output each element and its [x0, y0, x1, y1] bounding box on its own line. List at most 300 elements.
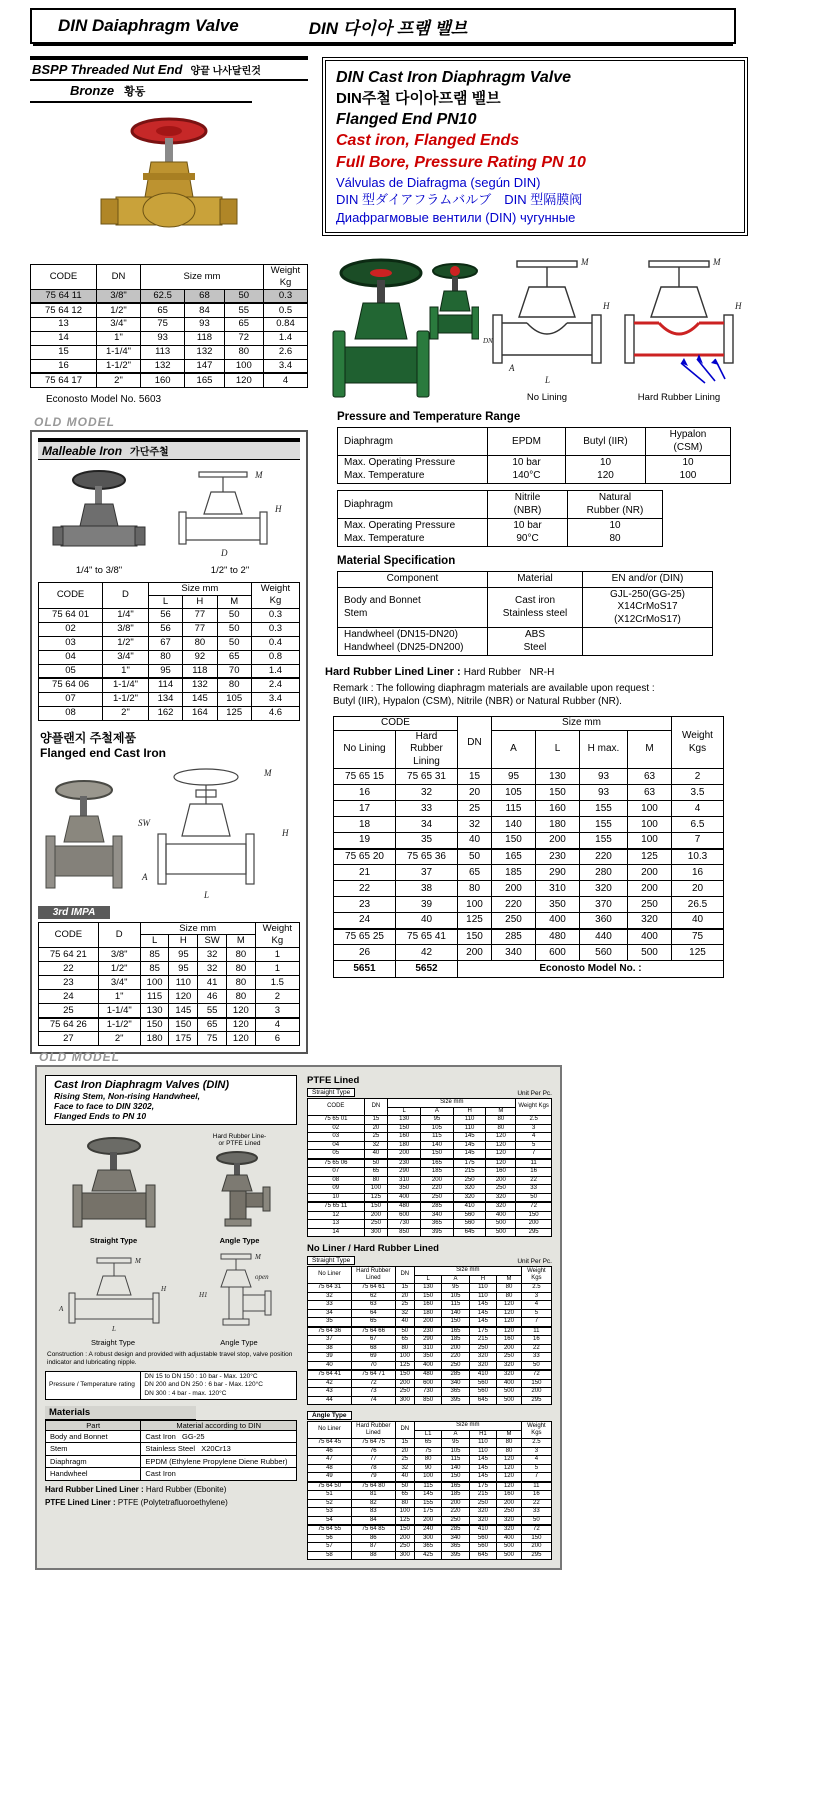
- table-cell: 80: [486, 1124, 516, 1133]
- table-cell: 150: [536, 785, 580, 801]
- table-cell: 120: [169, 990, 198, 1004]
- liner-note-line-1: Hard Rubber Line-: [212, 1133, 267, 1140]
- old-model-label: OLD MODEL: [39, 1050, 120, 1064]
- table-cell: 1.4: [251, 664, 299, 678]
- table-cell: 80: [497, 1292, 522, 1301]
- table-cell: 11: [516, 1159, 552, 1168]
- table-cell: Diaphragm: [46, 1455, 141, 1467]
- table-cell: 1": [97, 331, 141, 345]
- table-cell: 62.5: [141, 289, 185, 303]
- table-row: [308, 1379, 552, 1388]
- straight-valve-photo-col: [66, 1131, 162, 1245]
- table-cell: 33: [521, 1508, 551, 1517]
- table-cell: 77: [183, 622, 217, 636]
- col-no-lining: No Lining: [334, 730, 396, 769]
- table-cell: 285: [442, 1370, 469, 1379]
- malleable-table-head: [39, 582, 300, 608]
- table-cell: 38: [396, 881, 458, 897]
- col-dn: DN: [458, 717, 492, 769]
- table-cell: 25: [458, 801, 492, 817]
- table-row: [308, 1309, 552, 1318]
- straight-type-tag: Straight Type: [307, 1088, 355, 1097]
- table-cell: 100: [414, 1473, 441, 1482]
- table-cell: 72: [521, 1525, 551, 1534]
- table-cell: 165: [442, 1482, 469, 1491]
- butyl-pressure: 10: [599, 457, 612, 469]
- table-cell: 145: [469, 1473, 496, 1482]
- table-cell: 645: [469, 1551, 496, 1560]
- table-cell: 145: [414, 1491, 441, 1500]
- table-cell: 3: [255, 1004, 299, 1018]
- table-cell: 07: [39, 692, 103, 706]
- din-valve-photo: [323, 245, 479, 403]
- table-cell: 2.6: [264, 345, 308, 359]
- table-cell: 295: [521, 1396, 551, 1405]
- table-cell: 24: [39, 990, 99, 1004]
- malleable-photo-col: [49, 464, 149, 576]
- table-cell: 250: [469, 1499, 496, 1508]
- table-cell: 58: [308, 1551, 352, 1560]
- table-cell: 350: [414, 1353, 441, 1362]
- col-d: D: [103, 582, 149, 608]
- table-cell: 2": [103, 706, 149, 720]
- table-row: [31, 345, 308, 359]
- table-cell: 73: [351, 1388, 395, 1397]
- table-cell: 118: [183, 664, 217, 678]
- table-cell: 410: [453, 1202, 486, 1211]
- econosto-model-note: Econosto Model No. 5603: [46, 393, 162, 405]
- table-cell: 175: [169, 1032, 198, 1046]
- table-cell: 55: [224, 303, 263, 317]
- table-cell: 340: [442, 1534, 469, 1543]
- table-cell: 110: [469, 1447, 496, 1456]
- table-cell: 215: [453, 1168, 486, 1177]
- table-cell: 42: [396, 945, 458, 961]
- table-cell: 165: [442, 1327, 469, 1336]
- pressure-rating-line-1: DN 15 to DN 150 : 10 bar - Max. 120°C: [144, 1373, 258, 1381]
- table-cell: 75 64 17: [31, 373, 97, 387]
- table-cell: 130: [388, 1116, 421, 1125]
- table-cell: 40: [458, 833, 492, 849]
- butyl-values: [566, 456, 646, 484]
- table-cell: 51: [308, 1491, 352, 1500]
- table-cell: 65: [351, 1318, 395, 1327]
- hard-rubber-liner-line: [325, 666, 747, 678]
- table-cell: 23: [334, 897, 396, 913]
- table-cell: 120: [497, 1301, 522, 1310]
- table-cell: 25: [395, 1301, 414, 1310]
- table-cell: 16: [516, 1168, 552, 1177]
- table-cell: 155: [580, 817, 628, 833]
- table-row: [39, 692, 300, 706]
- table-cell: 400: [628, 929, 672, 945]
- angle-type-table: [307, 1421, 552, 1560]
- no-liner-hard-rubber-table: [307, 1266, 552, 1405]
- no-lining-caption: No Lining: [526, 392, 568, 404]
- table-row: [31, 373, 308, 387]
- table-cell: 110: [453, 1116, 486, 1125]
- col-d: D: [98, 922, 140, 948]
- cast-iron-sub-3: Flanged Ends to PN 10: [54, 1111, 147, 1121]
- table-cell: 2: [672, 769, 724, 785]
- table-cell: 4: [264, 373, 308, 387]
- table-cell: 40: [395, 1318, 414, 1327]
- table-cell: 75 65 20: [334, 849, 396, 865]
- table-cell: 320: [469, 1508, 496, 1517]
- table-cell: 43: [308, 1388, 352, 1397]
- table-cell: 200: [395, 1379, 414, 1388]
- table-cell: 395: [442, 1396, 469, 1405]
- table-cell: 285: [442, 1525, 469, 1534]
- col-m: M: [226, 935, 255, 948]
- col-dn: DN: [395, 1267, 414, 1284]
- table-cell: 75 65 11: [308, 1202, 365, 1211]
- pressure-rating-label: Pressure / Temperature rating: [46, 1372, 141, 1399]
- table-cell: 110: [453, 1124, 486, 1133]
- unit-per-pc: Unit Per Pc.: [517, 1258, 552, 1265]
- table-cell: 40: [396, 913, 458, 929]
- table-row: [334, 913, 724, 929]
- table-cell: 95: [442, 1439, 469, 1448]
- en-din-value-2: X14CrMoS17: [617, 601, 678, 613]
- table-cell: 110: [469, 1439, 496, 1448]
- table-cell: 147: [185, 359, 224, 373]
- table-cell: 105: [421, 1124, 454, 1133]
- table-cell: 150: [442, 1473, 469, 1482]
- col-weight: Weight Kg: [255, 922, 299, 948]
- table-cell: 400: [497, 1379, 522, 1388]
- table-cell: 560: [580, 945, 628, 961]
- table-cell: 134: [148, 692, 182, 706]
- table-cell: 82: [351, 1499, 395, 1508]
- table-cell: 75 65 41: [396, 929, 458, 945]
- table-row: [308, 1499, 552, 1508]
- table-cell: 22: [39, 962, 99, 976]
- flanged-table-head: [39, 922, 300, 948]
- dim-label-h: H: [603, 301, 610, 312]
- table-cell: 02: [39, 622, 103, 636]
- table-cell: 200: [497, 1344, 522, 1353]
- table-cell: 160: [388, 1133, 421, 1142]
- table-cell: 95: [148, 664, 182, 678]
- table-row: [31, 289, 308, 303]
- table-cell: 7: [521, 1318, 551, 1327]
- econosto-model-hard-rubber: 5652: [396, 961, 458, 978]
- table-cell: 65: [224, 317, 263, 331]
- table-cell: 75 65 01: [308, 1116, 365, 1125]
- table-row: [308, 1284, 552, 1293]
- table-cell: 75 64 36: [308, 1327, 352, 1336]
- table-cell: 16: [31, 359, 97, 373]
- col-h: H: [183, 595, 217, 608]
- max-temperature-label: Max. Temperature: [344, 469, 425, 481]
- table-cell: 25: [39, 1004, 99, 1018]
- table-cell: 50: [516, 1193, 552, 1202]
- table-cell: 120: [226, 1004, 255, 1018]
- table-cell: 18: [334, 817, 396, 833]
- old-model-section-bottom: [35, 1050, 562, 1570]
- table-cell: 33: [516, 1185, 552, 1194]
- table-cell: 200: [497, 1499, 522, 1508]
- table-cell: 90: [414, 1464, 441, 1473]
- table-cell: 125: [395, 1516, 414, 1525]
- table-cell: 95: [492, 769, 536, 785]
- table-cell: 5: [516, 1141, 552, 1150]
- remark-line-2: Butyl (IIR), Hypalon (CSM), Nitrile (NBR) or Natural Rubber (NR).: [333, 696, 622, 708]
- angle-type-table-head: [308, 1422, 552, 1439]
- col-m: M: [486, 1107, 516, 1116]
- table-cell: 165: [421, 1159, 454, 1168]
- table-cell: 4: [516, 1133, 552, 1142]
- table-cell: 100: [458, 897, 492, 913]
- dim-label-m: M: [581, 257, 589, 268]
- table-cell: 95: [442, 1284, 469, 1293]
- col-hard-rubber-lined: Hard Rubber Lined: [351, 1267, 395, 1284]
- table-row: [39, 1018, 300, 1032]
- table-cell: 200: [486, 1176, 516, 1185]
- table-cell: 250: [395, 1543, 414, 1552]
- hard-rubber-liner-value: Hard Rubber NR-H: [463, 667, 555, 679]
- bottom-right-panel: [307, 1075, 552, 1560]
- table-cell: 41: [198, 976, 227, 990]
- table-cell: 365: [421, 1220, 454, 1229]
- col-a: A: [421, 1107, 454, 1116]
- table-cell: 32: [458, 817, 492, 833]
- table-cell: 200: [521, 1543, 551, 1552]
- table-cell: 145: [469, 1456, 496, 1465]
- table-cell: 7: [521, 1473, 551, 1482]
- table-cell: 80: [486, 1116, 516, 1125]
- table-row: [334, 769, 724, 785]
- table-cell: 145: [469, 1318, 496, 1327]
- bronze-title-kr: 황동: [124, 86, 146, 98]
- table-cell: 440: [580, 929, 628, 945]
- table-row: [308, 1150, 552, 1159]
- hard-rubber-liner-title: Hard Rubber Lined Liner :: [45, 1484, 144, 1494]
- table-cell: 365: [442, 1543, 469, 1552]
- product-info-box: [325, 60, 745, 233]
- table-cell: 10: [308, 1193, 365, 1202]
- bspp-title-kr: 양끝 나사달린것: [190, 66, 261, 77]
- table-cell: 250: [486, 1185, 516, 1194]
- table-cell: 250: [497, 1508, 522, 1517]
- table-row: [308, 1525, 552, 1534]
- table-cell: 140: [442, 1464, 469, 1473]
- table-cell: 180: [140, 1032, 169, 1046]
- col-m: M: [497, 1430, 522, 1439]
- nl-subheader: [307, 1256, 552, 1265]
- table-cell: 220: [492, 897, 536, 913]
- col-m: M: [217, 595, 251, 608]
- dim-label-h: H: [282, 827, 289, 838]
- table-cell: 250: [492, 913, 536, 929]
- col-a: A: [492, 730, 536, 769]
- table-cell: 88: [351, 1551, 395, 1560]
- table-row: [308, 1439, 552, 1448]
- table-cell: 75 64 71: [351, 1370, 395, 1379]
- table-cell: 81: [351, 1491, 395, 1500]
- product-title-es: Válvulas de Diafragma (según DIN): [336, 174, 541, 190]
- table-cell: 115: [414, 1482, 441, 1491]
- table-cell: 600: [414, 1379, 441, 1388]
- table-cell: 410: [469, 1370, 496, 1379]
- table-row: [334, 897, 724, 913]
- ptfe-liner-line: [45, 1498, 297, 1507]
- table-cell: 320: [628, 913, 672, 929]
- col-code: CODE: [334, 717, 458, 731]
- table-cell: 185: [442, 1491, 469, 1500]
- table-row: [39, 608, 300, 622]
- table-cell: 1/2": [103, 636, 149, 650]
- table-cell: 1-1/4": [98, 1004, 140, 1018]
- table-cell: 35: [308, 1318, 352, 1327]
- table-cell: 1": [98, 990, 140, 1004]
- diaphragm-label: Diaphragm: [338, 428, 488, 456]
- table-cell: 185: [442, 1336, 469, 1345]
- table-cell: 145: [169, 1004, 198, 1018]
- table-cell: 0.84: [264, 317, 308, 331]
- old-model-box: [30, 430, 308, 1055]
- col-code: CODE: [308, 1099, 365, 1116]
- table-cell: 84: [351, 1516, 395, 1525]
- table-cell: 320: [453, 1185, 486, 1194]
- table-cell: 3/8": [98, 948, 140, 962]
- table-row: [39, 962, 300, 976]
- table-cell: 15: [395, 1439, 414, 1448]
- table-cell: 150: [521, 1379, 551, 1388]
- table-cell: 1-1/2": [97, 359, 141, 373]
- col-h1: H1: [469, 1430, 496, 1439]
- hypalon-pressure: 10: [682, 457, 694, 469]
- table-cell: 75 65 15: [334, 769, 396, 785]
- table-cell: 08: [39, 706, 103, 720]
- table-row: [308, 1516, 552, 1525]
- cast-iron-sub-2: Face to face to DIN 3202,: [54, 1101, 155, 1111]
- table-cell: 15: [364, 1116, 388, 1125]
- table-cell: 32: [364, 1141, 388, 1150]
- table-cell: 0.3: [264, 289, 308, 303]
- table-cell: 115: [421, 1133, 454, 1142]
- table-row: [308, 1193, 552, 1202]
- table-cell: 74: [351, 1396, 395, 1405]
- table-cell: 68: [351, 1344, 395, 1353]
- table-cell: 57: [308, 1543, 352, 1552]
- table-cell: 86: [351, 1534, 395, 1543]
- table-cell: 50: [364, 1159, 388, 1168]
- table-cell: 145: [453, 1141, 486, 1150]
- table-cell: 75: [672, 929, 724, 945]
- dim-label-open: open: [255, 1273, 269, 1281]
- table-cell: 33: [308, 1301, 352, 1310]
- dim-label-m: M: [255, 469, 263, 480]
- table-cell: 22: [521, 1499, 551, 1508]
- table-cell: 120: [226, 1032, 255, 1046]
- table-cell: 320: [580, 881, 628, 897]
- table-row: [308, 1361, 552, 1370]
- table-cell: 600: [536, 945, 580, 961]
- malleable-valve-photo: [49, 464, 149, 560]
- table-cell: 132: [141, 359, 185, 373]
- table-cell: 2.5: [521, 1439, 551, 1448]
- pressure-rating-values: [141, 1372, 297, 1399]
- hypalon-header: [646, 428, 731, 456]
- col-hard-rubber-lined: Hard Rubber Lined: [351, 1422, 395, 1439]
- col-size: Size mm: [148, 582, 251, 595]
- table-cell: 320: [497, 1370, 522, 1379]
- table-cell: 12: [308, 1211, 365, 1220]
- table-cell: 3: [521, 1447, 551, 1456]
- table-cell: 37: [396, 865, 458, 881]
- table-cell: 77: [183, 608, 217, 622]
- table-cell: 46: [198, 990, 227, 1004]
- din-valve-size-table-body: [334, 769, 724, 961]
- table-cell: 6.5: [672, 817, 724, 833]
- col-dn: DN: [97, 265, 141, 290]
- table-row: [46, 1468, 297, 1480]
- product-feature-2: Full Bore, Pressure Rating PN 10: [336, 154, 586, 172]
- table-row: [308, 1464, 552, 1473]
- table-row: [308, 1551, 552, 1560]
- product-title: DIN Cast Iron Diaphragm Valve: [336, 69, 572, 86]
- hard-rubber-lining-diagram: [615, 251, 743, 387]
- table-cell: 150: [492, 833, 536, 849]
- col-l: L: [140, 935, 169, 948]
- natural-rubber-header: [568, 491, 663, 519]
- component-handwheel-large: Handwheel (DN25-DN200): [344, 641, 464, 653]
- col-dn: DN: [395, 1422, 414, 1439]
- table-cell: 93: [580, 785, 628, 801]
- table-cell: 40: [672, 913, 724, 929]
- table-cell: 730: [388, 1220, 421, 1229]
- table-cell: 75 64 01: [39, 608, 103, 622]
- flanged-valve-diagram: [134, 762, 300, 902]
- table-row: [39, 706, 300, 720]
- bottom-valve-diagrams: [45, 1249, 297, 1347]
- table-cell: 56: [148, 622, 182, 636]
- table-cell: 150: [442, 1318, 469, 1327]
- table-cell: 320: [469, 1353, 496, 1362]
- table-row: [308, 1116, 552, 1125]
- table-cell: 53: [308, 1508, 352, 1517]
- table-cell: 75 64 85: [351, 1525, 395, 1534]
- en-din-value-1: GJL-250(GG-25): [609, 588, 686, 600]
- table-cell: 105: [492, 785, 536, 801]
- table-cell: 100: [395, 1353, 414, 1362]
- table-cell: 15: [395, 1284, 414, 1293]
- table-cell: 65: [395, 1336, 414, 1345]
- table-cell: 1-1/2": [103, 692, 149, 706]
- material-abs: ABS: [524, 629, 545, 641]
- table-cell: 50: [521, 1361, 551, 1370]
- table-cell: 285: [421, 1202, 454, 1211]
- table-cell: 72: [516, 1202, 552, 1211]
- table-cell: 16: [334, 785, 396, 801]
- table-cell: 64: [351, 1309, 395, 1318]
- pressure-rating-line-2: DN 200 and DN 250 : 6 bar - Max. 120°C: [144, 1381, 263, 1389]
- ptfe-liner-value: PTFE (Polytetrafluoroethylene): [117, 1497, 228, 1507]
- table-cell: 200: [395, 1534, 414, 1543]
- table-cell: 120: [497, 1456, 522, 1465]
- table-cell: 560: [453, 1211, 486, 1220]
- table-cell: 300: [395, 1396, 414, 1405]
- size-range-large: 1/2" to 2": [210, 564, 250, 576]
- table-cell: 175: [469, 1482, 496, 1491]
- table-row: [46, 1455, 297, 1467]
- hard-rubber-lining-caption: Hard Rubber Lining: [637, 392, 721, 404]
- dim-label-m: M: [255, 1253, 261, 1261]
- table-cell: 5: [521, 1309, 551, 1318]
- col-component: Component: [338, 572, 488, 588]
